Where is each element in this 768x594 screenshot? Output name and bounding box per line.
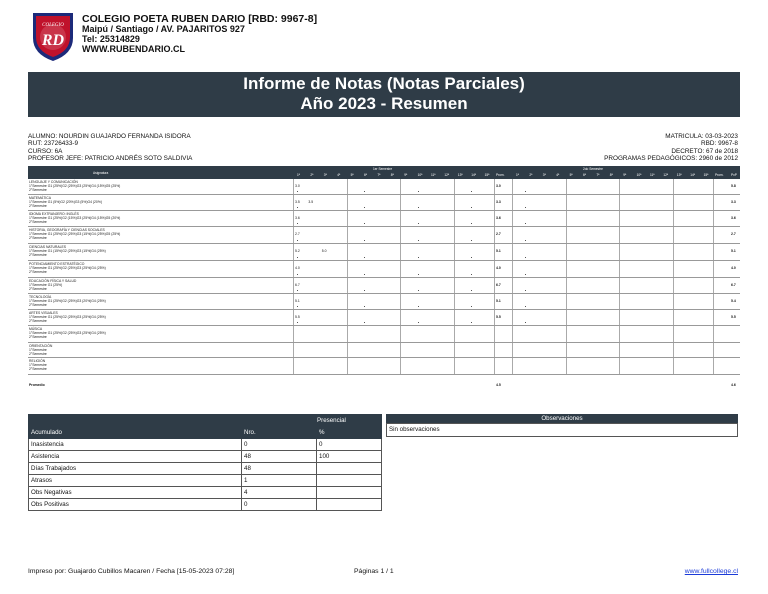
overall-average: 4.5: [496, 383, 501, 387]
attendance-row: [29, 487, 382, 499]
col-sem2-grade: 14ª: [690, 173, 695, 177]
attendance-pct: 0: [317, 439, 382, 451]
col-sem1-grade: 11ª: [431, 173, 436, 177]
grades-table-body: [28, 179, 740, 389]
col-sem1-grade: 6ª: [364, 173, 367, 177]
subject-semester: 2°Semestre: [29, 287, 47, 292]
attendance-col-nro: Nro.: [242, 427, 317, 439]
col-sem1-grade: 13ª: [457, 173, 463, 177]
average-row: [28, 375, 740, 389]
attendance-pct: [317, 463, 382, 475]
subject-row: [28, 211, 740, 227]
attendance-label: Asistencia: [29, 451, 242, 463]
col-sem1-grade: 4ª: [337, 173, 341, 177]
col-sem1-grade: 15ª: [484, 173, 490, 177]
subject-semester: 1°Semestre G1 (25%)G2 (25%)G3 (25%)G4 (25%): [29, 266, 106, 271]
subject-name: EDUCACIÓN FÍSICA Y SALUD: [29, 279, 77, 283]
subject-label: [29, 279, 76, 292]
subject-semester: 1°Semestre G1 (15%)G2 (25%)G3 (15%)G4 (25%): [29, 249, 106, 254]
grade-value: 6.7: [295, 283, 300, 287]
subject-label: [29, 311, 106, 324]
grades-table-header: [28, 166, 740, 179]
col-sem2-grade: 1ª: [516, 173, 519, 177]
col-sem2-grade: 13ª: [676, 173, 682, 177]
school-header: [82, 14, 317, 54]
col-sem1-grade: 10ª: [417, 173, 423, 177]
subject-semester: 1°Semestre: [29, 348, 47, 353]
report-title: Informe de Notas (Notas Parciales): [243, 74, 525, 93]
col-sem2-grade: 12ª: [663, 173, 669, 177]
subject-label: [29, 212, 120, 225]
subject-label: [29, 359, 47, 372]
subject-pxp: 5.8: [731, 184, 736, 188]
subject-average: 6.7: [496, 283, 501, 287]
subject-label: [29, 245, 106, 258]
school-phone: Tel: 25314829: [82, 34, 140, 44]
col-sem1-grade: 1ª: [297, 173, 300, 177]
attendance-pct: 100: [317, 451, 382, 463]
subject-row: [28, 278, 740, 294]
attendance-pct: [317, 475, 382, 487]
col-sem2-grade: 10ª: [636, 173, 642, 177]
observations-panel: [386, 414, 738, 437]
subject-semester: 2°Semestre: [29, 253, 47, 258]
observations-title: Observaciones: [386, 414, 738, 423]
subject-semester: 2°Semestre: [29, 367, 47, 372]
attendance-nro: 48: [242, 451, 317, 463]
subject-name: TECNOLOGÍA: [29, 295, 52, 299]
attendance-col-pct: %: [317, 427, 382, 439]
school-crest-logo: [30, 10, 76, 62]
report-title-banner: [28, 72, 740, 117]
col-sem1-grade: 9ª: [404, 173, 408, 177]
enrollment-info: [604, 133, 738, 163]
page-count: Páginas 1 / 1: [354, 568, 394, 575]
student-course: CURSO: 6A: [28, 147, 63, 155]
subject-row: [28, 179, 740, 195]
subject-semester: 2°Semestre: [29, 204, 47, 209]
subject-semester: 1°Semestre G1 (5%)G2 (20%)G3 (5%)G4 (20%): [29, 200, 102, 205]
col-sem2-grade: 9ª: [623, 173, 627, 177]
col-subject: Asignatura: [93, 171, 109, 175]
col-sem1-grade: 7ª: [377, 173, 381, 177]
subject-label: [29, 180, 120, 193]
subject-semester: 1°Semestre G1 (25%)G2 (25%)G3 (25%)G4 (15%)G5 (25%): [29, 184, 121, 189]
grade-value: 4.0: [295, 266, 300, 270]
col-sem1: 1er Semestre: [373, 167, 393, 171]
col-sem2-grade: 2ª: [529, 173, 533, 177]
col-pxp: PxP: [731, 173, 737, 177]
subject-semester: 1°Semestre: [29, 363, 47, 368]
attendance-nro: 0: [242, 499, 317, 511]
rbd: RBD: 9967-8: [701, 140, 738, 148]
subject-row: [28, 358, 740, 375]
subject-semester: 1°Semestre G1 (25%)G2 (25%)G3 (25%)G4 (25%): [29, 331, 106, 336]
col-sem2-grade: 8ª: [609, 173, 613, 177]
subject-row: [28, 294, 740, 310]
subject-label: [29, 295, 106, 308]
grade-value: 5.5: [295, 315, 300, 319]
enrollment-date: MATRICULA: 03-03-2023: [665, 133, 738, 140]
subject-average: 5.5: [496, 315, 501, 319]
subject-row: [28, 227, 740, 244]
grade-value: 5.1: [295, 299, 300, 303]
col-sem1-grade: 2ª: [310, 173, 314, 177]
attendance-nro: 4: [242, 487, 317, 499]
grade-value: 3.6: [295, 216, 300, 220]
subject-name: MÚSICA: [29, 327, 43, 331]
subject-row: [28, 310, 740, 326]
grades-table: [28, 166, 740, 389]
attendance-row: [29, 475, 382, 487]
attendance-title: Presencial: [317, 415, 382, 427]
grade-value: 2.7: [295, 232, 300, 236]
col-sem2-grade: 15ª: [703, 173, 709, 177]
attendance-label: Días Trabajados: [29, 463, 242, 475]
subject-pxp: 2.7: [731, 232, 736, 236]
subject-name: IDIOMA EXTRANJERO: INGLÉS: [29, 212, 79, 216]
student-name: ALUMNO: NOURDIN GUAJARDO FERNANDA ISIDORA: [28, 133, 191, 140]
attendance-col-label: Acumulado: [29, 427, 242, 439]
subject-average: 5.1: [496, 299, 501, 303]
observations-text: Sin observaciones: [386, 423, 738, 437]
average-label: Promedio: [29, 383, 45, 387]
subject-semester: 1°Semestre G1 (25%): [29, 283, 63, 288]
subject-pxp: 6.7: [731, 283, 736, 287]
grade-value: 3.0: [295, 184, 300, 188]
school-address: Maipú / Santiago / AV. PAJARITOS 927: [82, 24, 245, 34]
attendance-label: Obs Positivas: [29, 499, 242, 511]
subject-average: 3.3: [496, 200, 501, 204]
attendance-pct: [317, 487, 382, 499]
subject-row: [28, 195, 740, 211]
footer-link[interactable]: www.fullcollege.cl: [684, 568, 738, 575]
subject-name: ARTES VISUALES: [29, 311, 58, 315]
subject-semester: 2°Semestre: [29, 303, 47, 308]
subject-pxp: 4.0: [731, 266, 736, 270]
subject-semester: 2°Semestre: [29, 220, 47, 225]
student-rut: RUT: 23726433-9: [28, 140, 79, 148]
attendance-row: [29, 451, 382, 463]
student-info: [28, 133, 192, 163]
col-prom-final: Prom.: [715, 173, 724, 177]
subject-semester: 2°Semestre: [29, 236, 47, 241]
attendance-row: [29, 439, 382, 451]
col-prom-sem1: Prom.: [496, 173, 505, 177]
svg-text:RD: RD: [41, 32, 65, 49]
grade-value: 3.5: [308, 200, 314, 204]
subject-label: [29, 262, 106, 275]
printed-by: Impreso por: Guajardo Cubillos Macaren / Fecha [15-05-2023 07:28]: [28, 568, 235, 575]
subject-pxp: 5.4: [731, 299, 736, 303]
overall-pxp: 4.6: [731, 383, 736, 387]
decree: DECRETO: 67 de 2018: [671, 147, 738, 155]
attendance-table: [28, 414, 382, 511]
subject-semester: 2°Semestre: [29, 188, 47, 193]
grade-value: 3.5: [295, 200, 300, 204]
head-teacher: PROFESOR JEFE: PATRICIO ANDRÉS SOTO SALDIVIA: [28, 155, 193, 163]
svg-text:COLEGIO: COLEGIO: [42, 23, 64, 28]
attendance-nro: 1: [242, 475, 317, 487]
subject-name: POTENCIAMIENTO ESTRATÉGICO: [29, 262, 85, 266]
subject-semester: 1°Semestre G1 (25%)G2 (25%)G3 (20%)G4 (25%): [29, 299, 106, 304]
subject-pxp: 5.5: [731, 315, 736, 319]
subject-name: HISTORIA, GEOGRAFÍA Y CIENCIAS SOCIALES: [29, 228, 105, 232]
subject-average: 2.7: [496, 232, 501, 236]
subject-label: [29, 327, 106, 340]
subject-name: LENGUAJE Y COMUNICACIÓN: [29, 180, 78, 184]
col-sem2-grade: 6ª: [583, 173, 586, 177]
attendance-row: [29, 499, 382, 511]
subject-semester: 1°Semestre G1 (25%)G2 (15%)G3 (25%)G4 (15%)G5 (20%): [29, 216, 121, 221]
subject-name: ORIENTACIÓN: [29, 344, 53, 348]
attendance-label: Obs Negativas: [29, 487, 242, 499]
subject-pxp: 3.6: [731, 216, 736, 220]
subject-name: RELIGIÓN: [29, 359, 46, 363]
subject-semester: 2°Semestre: [29, 319, 47, 324]
grade-value: 5.0: [321, 249, 327, 253]
subject-label: [29, 228, 120, 241]
subject-average: 4.0: [496, 266, 501, 270]
col-sem2-grade: 11ª: [650, 173, 655, 177]
subject-semester: 2°Semestre: [29, 270, 47, 275]
school-web: WWW.RUBENDARIO.CL: [82, 44, 185, 54]
subject-semester: 1°Semestre G1 (25%)G2 (25%)G3 (25%)G4 (25%): [29, 315, 106, 320]
subject-average: 5.1: [496, 249, 501, 253]
programs: PROGRAMAS PEDAGÓGICOS: 2960 de 2012: [604, 155, 738, 163]
subject-pxp: 3.3: [731, 200, 736, 204]
subject-label: [29, 344, 52, 357]
col-sem1-grade: 5ª: [350, 173, 354, 177]
col-sem1-grade: 3ª: [323, 173, 327, 177]
subject-label: [29, 196, 102, 209]
col-sem1-grade: 12ª: [444, 173, 450, 177]
subject-row: [28, 244, 740, 261]
subject-row: [28, 261, 740, 278]
subject-row: [28, 343, 740, 358]
attendance-nro: 0: [242, 439, 317, 451]
subject-name: MATEMÁTICA: [29, 196, 51, 200]
grade-value: 5.2: [295, 249, 300, 253]
attendance-label: Inasistencia: [29, 439, 242, 451]
attendance-label: Atrasos: [29, 475, 242, 487]
subject-name: CIENCIAS NATURALES: [29, 245, 67, 249]
attendance-nro: 48: [242, 463, 317, 475]
subject-row: [28, 326, 740, 343]
subject-semester: 2°Semestre: [29, 335, 47, 340]
col-sem1-grade: 8ª: [390, 173, 394, 177]
col-sem1-grade: 14ª: [471, 173, 476, 177]
col-sem2-grade: 3ª: [542, 173, 546, 177]
col-sem2: 2do Semestre: [583, 167, 603, 171]
col-sem2-grade: 5ª: [569, 173, 573, 177]
attendance-row: [29, 463, 382, 475]
subject-semester: 2°Semestre: [29, 352, 47, 357]
col-sem2-grade: 7ª: [596, 173, 600, 177]
subject-pxp: 5.1: [731, 249, 736, 253]
subject-average: 3.6: [496, 216, 501, 220]
report-subtitle: Año 2023 - Resumen: [300, 94, 468, 113]
attendance-pct: [317, 499, 382, 511]
subject-semester: 1°Semestre G1 (25%)G2 (25%)G3 (15%)G4 (25%)G5 (25%): [29, 232, 121, 237]
subject-average: 3.0: [496, 184, 501, 188]
school-name: COLEGIO POETA RUBEN DARIO [RBD: 9967-8]: [82, 13, 318, 25]
col-sem2-grade: 4ª: [556, 173, 560, 177]
